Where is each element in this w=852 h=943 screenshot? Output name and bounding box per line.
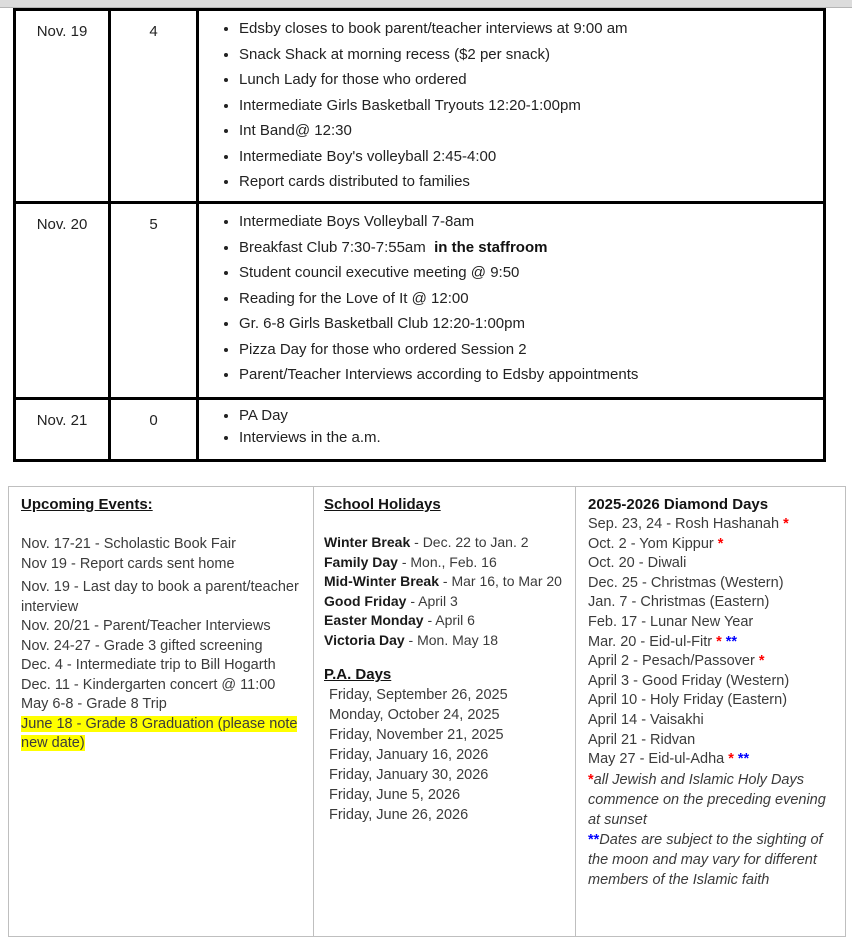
upcoming-event-item: Dec. 4 - Intermediate trip to Bill Hogarth	[21, 657, 276, 673]
schedule-date-cell: Nov. 19	[15, 10, 110, 203]
holiday-name: Easter Monday	[324, 612, 424, 628]
event-item: • Student council executive meeting @ 9:50	[239, 260, 815, 286]
holiday-name: Mid-Winter Break	[324, 573, 440, 589]
diamond-day-item: April 10 - Holy Friday (Eastern)	[588, 692, 788, 709]
event-item: • Intermediate Girls Basketball Tryouts 12:20-1:00pm	[239, 93, 815, 119]
diamond-day-item: April 2 - Pesach/Passover *	[588, 653, 765, 670]
red-asterisk: *	[588, 771, 594, 788]
schedule-row	[15, 10, 825, 203]
blue-double-asterisk: **	[733, 751, 750, 768]
diamond-day-item: Feb. 17 - Lunar New Year	[588, 613, 754, 630]
event-bullet-list	[199, 405, 815, 449]
diamond-day-item: Mar. 20 - Eid-ul-Fitr * **	[588, 633, 738, 650]
schedule-day-number-cell: 4	[110, 10, 198, 203]
schedule-row	[15, 399, 825, 461]
event-item: • Reading for the Love of It @ 12:00	[239, 286, 815, 312]
diamond-day-item: April 14 - Vaisakhi	[588, 711, 704, 728]
pa-day-item: Monday, October 24, 2025	[329, 707, 500, 723]
upcoming-event-item	[21, 715, 301, 754]
schedule-events-cell	[198, 203, 825, 399]
diamond-day-item: April 21 - Ridvan	[588, 731, 696, 748]
event-item: • Lunch Lady for those who ordered	[239, 67, 815, 93]
schedule-day-number-cell: 5	[110, 203, 198, 399]
holiday-item: Family Day - Mon., Feb. 16	[324, 553, 497, 570]
event-item: • Edsby closes to book parent/teacher interviews at 9:00 am	[239, 16, 815, 42]
red-asterisk: *	[779, 516, 789, 532]
diamond-days-list	[588, 515, 833, 770]
daily-schedule-table	[13, 8, 826, 462]
holiday-name: Family Day	[324, 553, 398, 570]
diamond-days-footnotes	[588, 770, 833, 890]
pa-day-item: Friday, June 5, 2026	[329, 787, 461, 803]
upcoming-events-list	[21, 535, 301, 754]
pa-day-item: Friday, November 21, 2025	[329, 727, 504, 743]
diamond-days-footnote: **Dates are subject to the sighting of the moon and may vary for different members of the Islamic faith	[588, 831, 823, 888]
holiday-name: Good Friday	[324, 592, 407, 609]
event-item: • Intermediate Boys Volleyball 7-8am	[239, 209, 815, 235]
upcoming-event-item: Nov. 17-21 - Scholastic Book Fair	[21, 536, 236, 552]
diamond-days-heading: 2025-2026 Diamond Days	[588, 496, 769, 513]
event-item: • Report cards distributed to families	[239, 169, 815, 195]
diamond-day-item: Oct. 2 - Yom Kippur *	[588, 535, 724, 552]
pa-day-item: Friday, September 26, 2025	[329, 687, 508, 703]
event-item: • Pizza Day for those who ordered Session 2	[239, 337, 815, 363]
event-item: • Intermediate Boy's volleyball 2:45-4:00	[239, 144, 815, 170]
diamond-days-column	[576, 487, 845, 936]
red-asterisk: *	[712, 633, 722, 650]
school-holidays-list	[324, 533, 563, 650]
event-item: • PA Day	[239, 405, 815, 427]
event-item: • Interviews in the a.m.	[239, 427, 815, 449]
daily-schedule-body	[15, 10, 825, 461]
diamond-day-item: Oct. 20 - Diwali	[588, 555, 687, 572]
blue-double-asterisk: **	[588, 831, 600, 848]
highlighted-text: June 18 - Grade 8 Graduation (please note new date)	[21, 715, 298, 751]
event-item-bold-text: in the staffroom	[434, 238, 548, 256]
red-asterisk: *	[754, 653, 765, 670]
holiday-name: Victoria Day	[324, 631, 405, 648]
upcoming-event-item: Nov. 24-27 - Grade 3 gifted screening	[21, 637, 263, 654]
upcoming-event-item: May 6-8 - Grade 8 Trip	[21, 696, 167, 712]
event-item: • Snack Shack at morning recess ($2 per snack)	[239, 42, 815, 68]
holiday-item: Winter Break - Dec. 22 to Jan. 2	[324, 534, 529, 550]
holiday-item: Easter Monday - April 6	[324, 612, 475, 628]
school-holidays-heading: School Holidays	[324, 496, 441, 513]
upcoming-events-heading: Upcoming Events:	[21, 496, 153, 513]
schedule-row	[15, 203, 825, 399]
diamond-day-item: Dec. 25 - Christmas (Western)	[588, 574, 784, 591]
page-top-edge	[0, 0, 852, 8]
diamond-day-item: May 27 - Eid-ul-Adha * **	[588, 751, 750, 768]
upcoming-event-item: Nov 19 - Report cards sent home	[21, 555, 235, 572]
school-holidays-column	[314, 487, 576, 936]
schedule-events-cell	[198, 10, 825, 203]
holiday-item: Mid-Winter Break - Mar 16, to Mar 20	[324, 573, 562, 589]
pa-day-item: Friday, January 16, 2026	[329, 747, 489, 763]
red-asterisk: *	[713, 535, 724, 552]
event-item: • Parent/Teacher Interviews according to Edsby appointments	[239, 362, 815, 388]
upcoming-event-item: Nov. 19 - Last day to book a parent/teacher interview	[21, 579, 299, 615]
diamond-day-item: Sep. 23, 24 - Rosh Hashanah *	[588, 516, 789, 532]
pa-days-list	[324, 685, 563, 825]
event-bullet-list	[199, 16, 815, 195]
event-item: • Int Band@ 12:30	[239, 118, 815, 144]
schedule-events-cell	[198, 399, 825, 461]
event-item: • Gr. 6-8 Girls Basketball Club 12:20-1:00pm	[239, 311, 815, 337]
holiday-item: Victoria Day - Mon. May 18	[324, 631, 499, 648]
diamond-days-footnote: *all Jewish and Islamic Holy Days commence on the preceding evening at sunset	[588, 771, 826, 828]
schedule-date-cell: Nov. 21	[15, 399, 110, 461]
upcoming-event-item: Nov. 20/21 - Parent/Teacher Interviews	[21, 618, 271, 634]
holiday-item: Good Friday - April 3	[324, 592, 458, 609]
event-bullet-list	[199, 209, 815, 388]
blue-double-asterisk: **	[721, 633, 738, 650]
upcoming-event-item: Dec. 11 - Kindergarten concert @ 11:00	[21, 676, 276, 693]
red-asterisk: *	[724, 751, 734, 768]
diamond-day-item: April 3 - Good Friday (Western)	[588, 672, 790, 689]
event-item: • Breakfast Club 7:30-7:55am in the staffroom	[239, 235, 815, 261]
schedule-day-number-cell: 0	[110, 399, 198, 461]
pa-day-item: Friday, January 30, 2026	[329, 767, 489, 783]
diamond-day-item: Jan. 7 - Christmas (Eastern)	[588, 594, 770, 611]
upcoming-events-column	[9, 487, 314, 936]
info-box	[8, 486, 846, 937]
holiday-name: Winter Break	[324, 534, 411, 550]
schedule-date-cell: Nov. 20	[15, 203, 110, 399]
pa-days-heading: P.A. Days	[324, 666, 392, 683]
pa-day-item: Friday, June 26, 2026	[329, 807, 469, 823]
